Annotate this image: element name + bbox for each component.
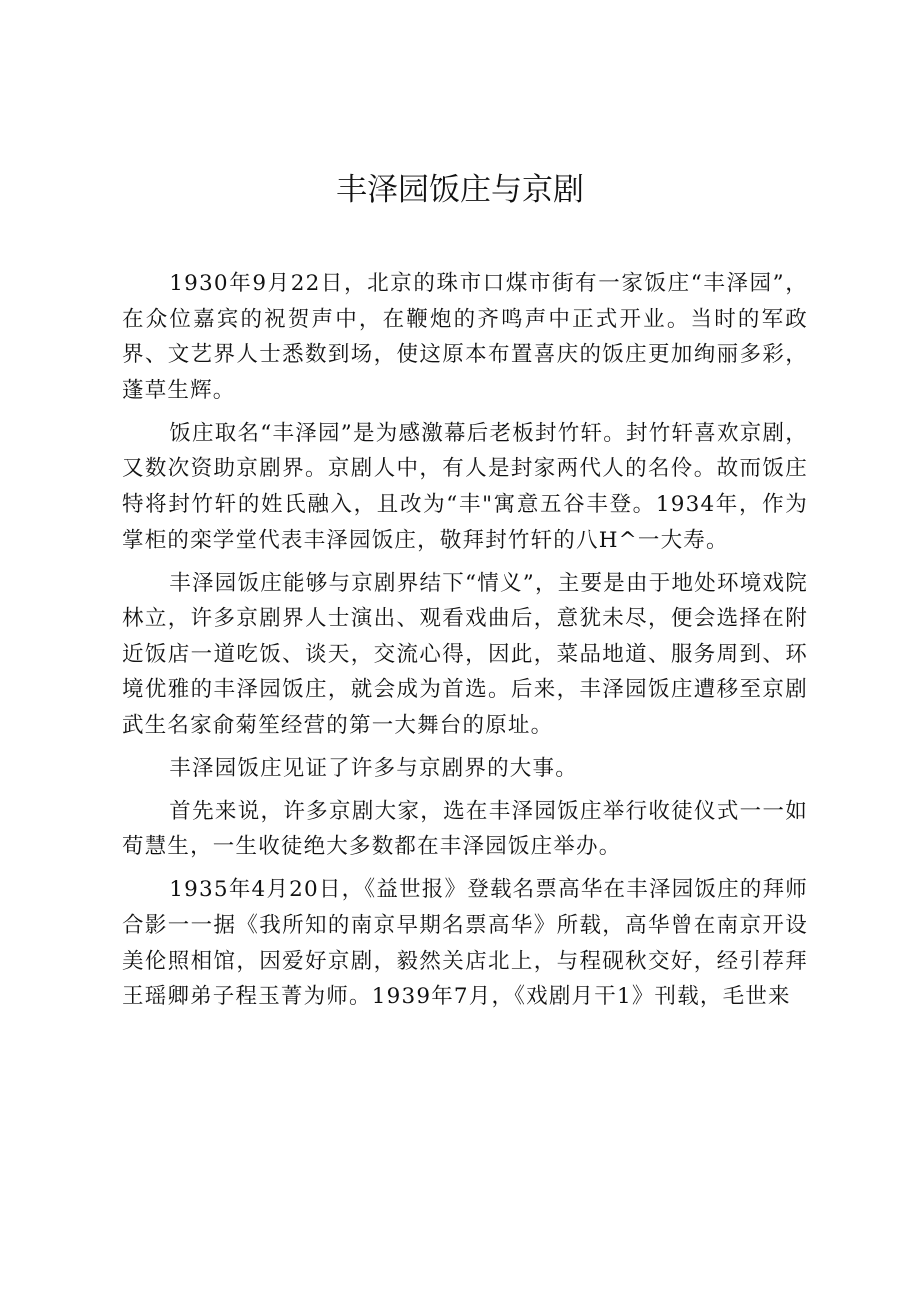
paragraph: 丰泽园饭庄能够与京剧界结下“情义”，主要是由于地处环境戏院林立，许多京剧界人士演出、观看戏曲后，意犹未尽，便会选择在附近饭店一道吃饭、谈天，交流心得，因此，菜品地道、服务周到、环境优雅的丰泽园饭庄，就会成为首选。后来，丰泽园饭庄遭移至京剧武生名家俞菊笙经营的第一大舞台的原址。 [122, 570, 808, 738]
paragraph: 丰泽园饭庄见证了许多与京剧界的大事。 [169, 755, 578, 781]
paragraph: 饭庄取名“丰泽园”是为感激幕后老板封竹轩。封竹轩喜欢京剧，又数次资助京剧界。京剧人中，有人是封家两代人的名伶。故而饭庄特将封竹轩的姓氏融入，且改为“丰"寓意五谷丰登。1934年，作为掌柜的栾学堂代表丰泽园饭庄，敬拜封竹轩的八H^一大寿。 [122, 420, 808, 553]
document-body [122, 266, 808, 1022]
paragraph: 首先来说，许多京剧大家，选在丰泽园饭庄举行收徒仪式一一如荀慧生，一生收徒绝大多数都在丰泽园饭庄举办。 [122, 798, 808, 860]
document-title: 丰泽园饭庄与京剧 [336, 172, 584, 208]
paragraph: 1935年4月20日，《益世报》登载名票高华在丰泽园饭庄的拜师合影一一据《我所知的南京早期名票高华》所载，高华曾在南京开设美伦照相馆，因爱好京剧，毅然关店北上，与程砚秋交好，经引荐拜王瑶卿弟子程玉菁为师。1939年7月，《戏剧月干1》刊载，毛世来 [122, 877, 808, 1010]
paragraph: 1930年9月22日，北京的珠市口煤市街有一家饭庄“丰泽园”，在众位嘉宾的祝贺声中，在鞭炮的齐鸣声中正式开业。当时的军政界、文艺界人士悉数到场，使这原本布置喜庆的饭庄更加绚丽多彩，蓬草生辉。 [122, 271, 808, 403]
